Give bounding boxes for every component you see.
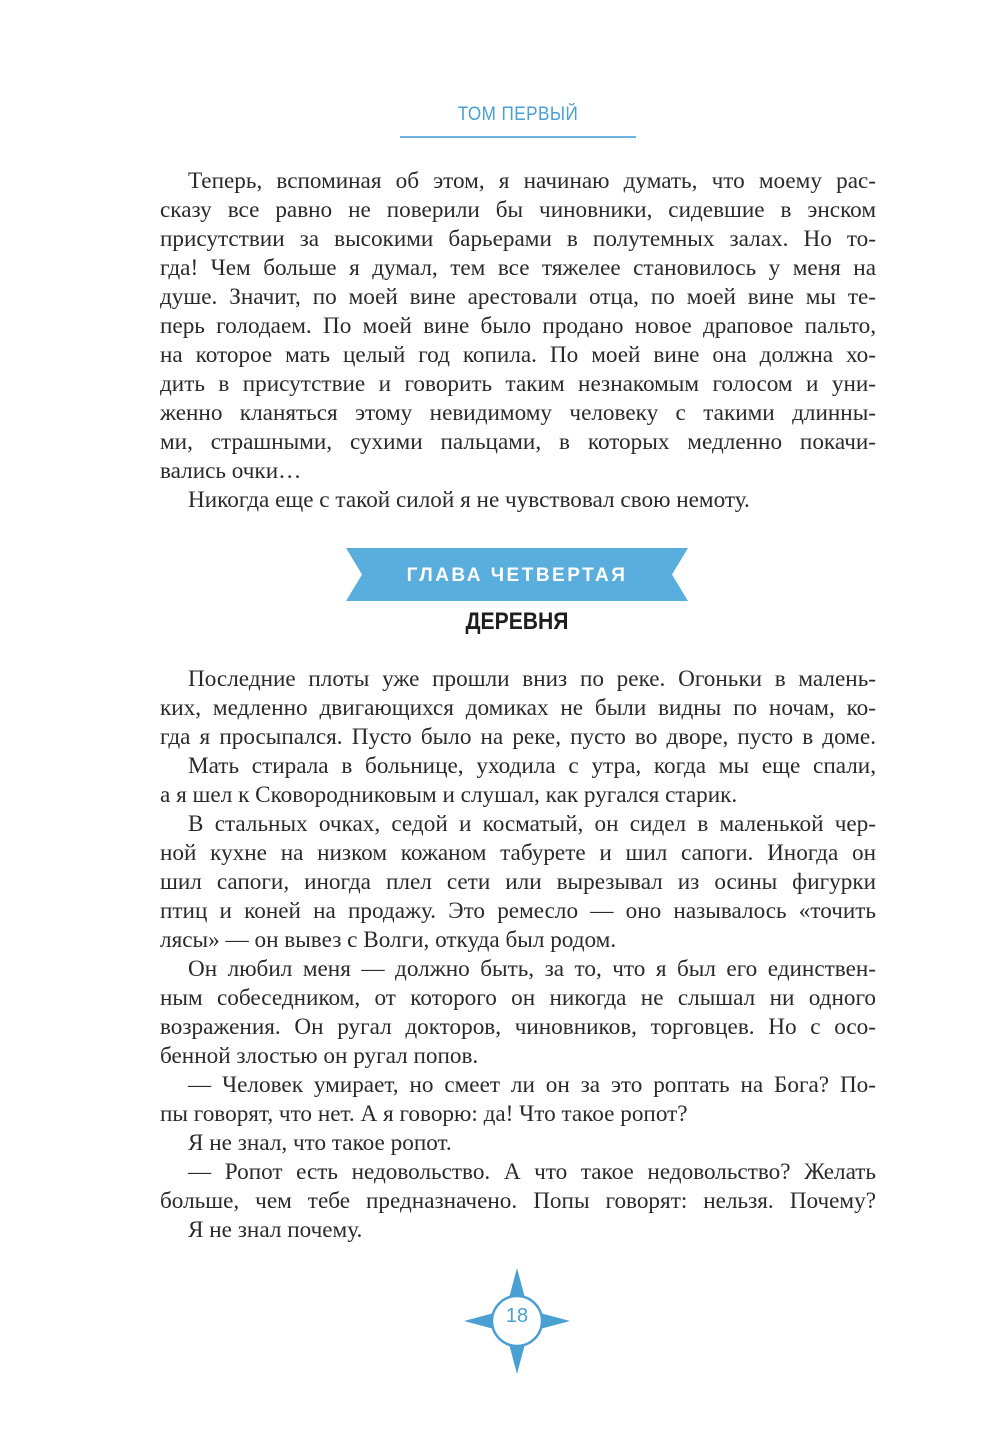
text-line: — Человек умирает, но смеет ли он за это роптать на Бога? По- [188,1072,876,1098]
text-line: ми, страшными, сухими пальцами, в которых медленно покачи- [160,429,876,455]
text-line: вались очки… [160,458,302,484]
text-line: Мать стирала в больнице, уходила с утра, когда мы еще спали, [188,753,876,779]
text-line: птиц и коней на продажу. Это ремесло — оно называлось «точить [160,898,876,924]
text-line: присутствии за высокими барьерами в полутемных залах. Но то- [160,226,876,252]
text-line: ной кухне на низком кожаном табурете и шил сапоги. Иногда он [160,840,876,866]
text-line: гда! Чем больше я думал, тем все тяжелее становилось у меня на [160,255,876,281]
text-line: Последние плоты уже прошли вниз по реке. Огоньки в малень- [188,666,876,692]
text-line: Он любил меня — должно быть, за то, что я был его единствен- [188,956,876,982]
text-block-before-chapter [160,167,876,515]
compass-south-point [509,1344,525,1374]
text-line: — Ропот есть недовольство. А что такое недовольство? Желать [188,1159,876,1185]
text-line: больше, чем тебе предназначено. Попы говорят: нельзя. Почему? [160,1188,876,1214]
text-line: душе. Значит, по моей вине арестовали отца, по моей вине мы те- [160,284,876,310]
text-line: дить в присутствие и говорить таким незнакомым голосом и уни- [160,371,876,397]
text-line: а я шел к Сковородниковым и слушал, как ругался старик. [160,782,738,808]
chapter-title: ДЕРЕВНЯ [465,608,569,635]
running-title-rule [400,136,636,138]
text-line: Никогда еще с такой силой я не чувствовал свою немоту. [188,487,750,513]
text-line: бенной злостью он ругал попов. [160,1043,479,1069]
text-line: женно кланяться этому невидимому человеку с такими длинны- [160,400,876,426]
text-line: Теперь, вспоминая об этом, я начинаю думать, что моему рас- [188,168,876,194]
text-line: В стальных очках, седой и косматый, он сидел в маленькой чер- [188,811,876,837]
text-line: на которое мать целый год копила. По моей вине она должна хо- [160,342,876,368]
text-line: гда я просыпался. Пусто было на реке, пусто во дворе, пусто в доме. [160,724,876,750]
text-line: возражения. Он ругал докторов, чиновников, торговцев. Но с осо- [160,1014,876,1040]
text-line: шил сапоги, иногда плел сети или вырезывал из осины фигурки [160,869,876,895]
text-line: ным собеседником, от которого он никогда не слышал ни одного [160,985,876,1011]
text-block-chapter-body [160,665,876,1245]
text-line: пы говорят, что нет. А я говорю: да! Что такое ропот? [160,1101,688,1127]
page-number: 18 [505,1305,529,1327]
text-line: сказу все равно не поверили бы чиновники, сидевшие в энском [160,197,876,223]
chapter-label: ГЛАВА ЧЕТВЕРТАЯ [406,565,628,586]
running-title: ТОМ ПЕРВЫЙ [457,104,579,125]
text-line: Я не знал почему. [188,1217,363,1243]
text-line: лясы» — он вывез с Волги, откуда был родом. [160,927,617,953]
text-line: ких, медленно двигающихся домиках не были видны по ночам, ко- [160,695,876,721]
compass-north-point [509,1268,525,1298]
text-line: перь голодаем. По моей вине было продано новое драповое пальто, [160,313,876,339]
text-line: Я не знал, что такое ропот. [188,1130,452,1156]
